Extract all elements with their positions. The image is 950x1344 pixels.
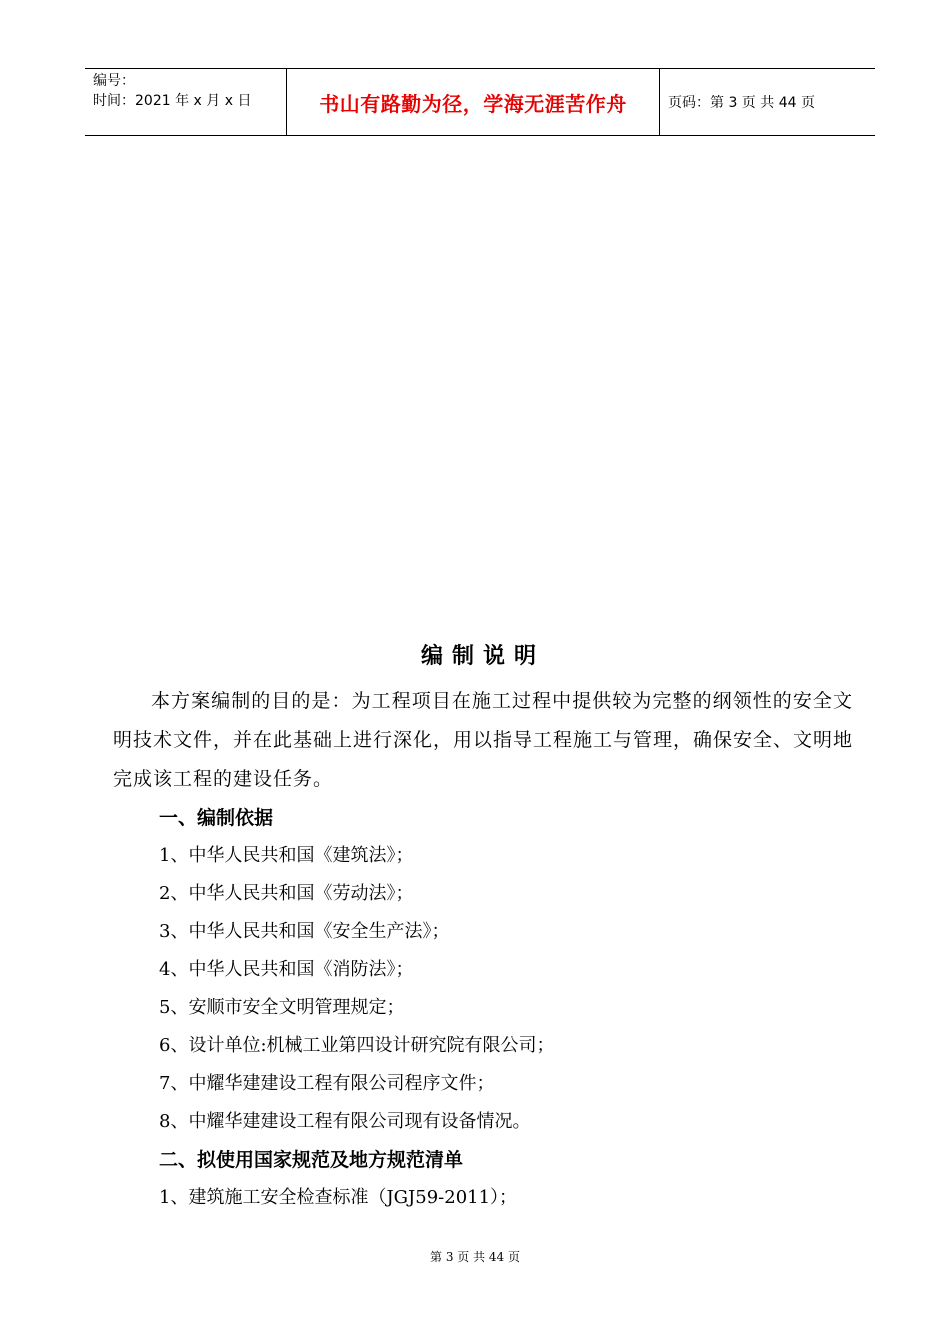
list-item: 5、安顺市安全文明管理规定；	[159, 997, 405, 1018]
list-item: 6、设计单位:机械工业第四设计研究院有限公司；	[159, 1035, 555, 1056]
section-heading-standards: 二、拟使用国家规范及地方规范清单	[159, 1149, 464, 1171]
list-item: 1、中华人民共和国《建筑法》；	[159, 845, 414, 866]
list-item: 7、中耀华建建设工程有限公司程序文件；	[159, 1073, 495, 1094]
header-motto: 书山有路勤为径，学海无涯苦作舟	[287, 69, 660, 135]
list-item: 4、中华人民共和国《消防法》；	[159, 959, 414, 980]
list-item: 1、建筑施工安全检查标准（JGJ59-2011）；	[159, 1187, 518, 1208]
document-title: 编制说明	[420, 644, 545, 669]
page-footer: 第 3 页 共 44 页	[430, 1250, 520, 1264]
list-item: 8、中耀华建建设工程有限公司现有设备情况。	[159, 1111, 531, 1132]
list-item: 3、中华人民共和国《安全生产法》；	[159, 921, 450, 942]
section-heading-basis: 一、编制依据	[159, 807, 274, 829]
time-label: 时间：2021 年 x 月 x 日	[93, 93, 252, 109]
header-meta	[85, 69, 287, 135]
number-label: 编号：	[93, 73, 135, 89]
list-item: 2、中华人民共和国《劳动法》；	[159, 883, 414, 904]
page-header	[85, 68, 875, 136]
document-body	[113, 640, 853, 1217]
intro-paragraph: 本方案编制的目的是：为工程项目在施工过程中提供较为完整的纲领性的安全文明技术文件，并在此基础上进行深化，用以指导工程施工与管理，确保安全、文明地完成该工程的建设任务。	[113, 690, 854, 790]
header-page-info: 页码：第 3 页 共 44 页	[668, 95, 815, 111]
